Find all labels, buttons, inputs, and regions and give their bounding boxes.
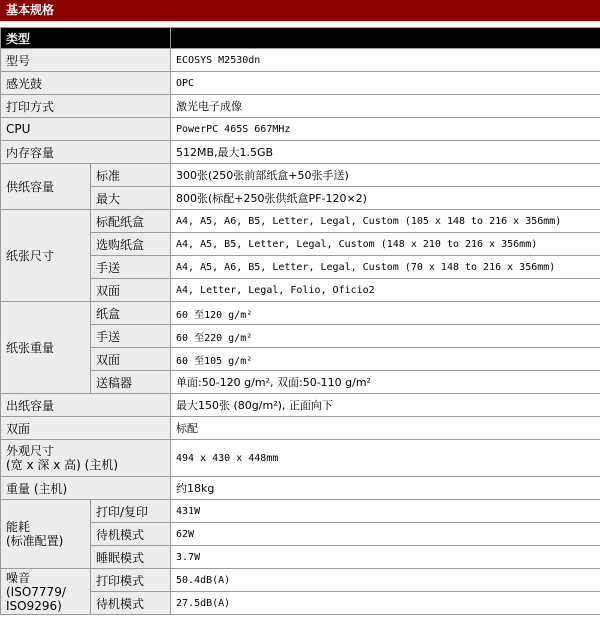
row-label	[1, 440, 171, 477]
table-row	[1, 210, 600, 233]
table-row	[1, 440, 600, 477]
row-sub-label: 睡眠模式	[91, 546, 171, 569]
row-value: ECOSYS M2530dn	[171, 49, 600, 72]
table-row	[1, 141, 600, 164]
row-label: 内存容量	[1, 141, 171, 164]
table-row	[1, 118, 600, 141]
row-group-label: 供纸容量	[1, 164, 91, 210]
table-row	[1, 523, 600, 546]
row-group-label	[1, 569, 91, 615]
table-row	[1, 477, 600, 500]
row-value: 60 至220 g/m²	[171, 325, 600, 348]
row-label-line: 能耗	[6, 520, 31, 534]
table-row	[1, 371, 600, 394]
table-row	[1, 348, 600, 371]
row-value: 494 x 430 x 448mm	[171, 440, 600, 477]
row-label: 型号	[1, 49, 171, 72]
row-group-label: 纸张尺寸	[1, 210, 91, 302]
row-label-line: (ISO7779/	[6, 584, 66, 599]
row-value: A4, A5, B5, Letter, Legal, Custom (148 x 210 to 216 x 356mm)	[171, 233, 600, 256]
row-label: 重量 (主机)	[1, 477, 171, 500]
row-value: 激光电子成像	[171, 95, 600, 118]
row-sub-label: 标准	[91, 164, 171, 187]
row-label-line: (标准配置)	[6, 534, 64, 548]
row-sub-label: 打印/复印	[91, 500, 171, 523]
row-sub-label: 送稿器	[91, 371, 171, 394]
row-value: 3.7W	[171, 546, 600, 569]
table-row	[1, 302, 600, 325]
table-row	[1, 546, 600, 569]
row-sub-label: 双面	[91, 279, 171, 302]
row-label-line: 噪音	[6, 570, 31, 585]
table-row	[1, 164, 600, 187]
table-row	[1, 394, 600, 417]
row-value: A4, A5, A6, B5, Letter, Legal, Custom (70 x 148 to 216 x 356mm)	[171, 256, 600, 279]
row-value: 50.4dB(A)	[171, 569, 600, 592]
row-value: 431W	[171, 500, 600, 523]
row-value: PowerPC 465S 667MHz	[171, 118, 600, 141]
table-row	[1, 233, 600, 256]
row-value: 约18kg	[171, 477, 600, 500]
row-sub-label: 标配纸盒	[91, 210, 171, 233]
row-value: 300张(250张前部纸盒+50张手送)	[171, 164, 600, 187]
row-value: 标配	[171, 417, 600, 440]
table-row	[1, 500, 600, 523]
row-sub-label: 纸盒	[91, 302, 171, 325]
row-label: 打印方式	[1, 95, 171, 118]
header-label: 类型	[1, 28, 171, 49]
row-value: OPC	[171, 72, 600, 95]
row-sub-label: 双面	[91, 348, 171, 371]
row-sub-label: 选购纸盒	[91, 233, 171, 256]
row-label: 双面	[1, 417, 171, 440]
row-value: A4, Letter, Legal, Folio, Oficio2	[171, 279, 600, 302]
row-value: 27.5dB(A)	[171, 592, 600, 615]
row-sub-label: 打印模式	[91, 569, 171, 592]
row-sub-label: 手送	[91, 325, 171, 348]
table-header-row	[1, 28, 600, 49]
header-value	[171, 28, 600, 49]
row-sub-label: 待机模式	[91, 523, 171, 546]
table-row	[1, 592, 600, 615]
row-value: 62W	[171, 523, 600, 546]
row-value: 60 至120 g/m²	[171, 302, 600, 325]
section-title: 基本规格	[6, 3, 55, 17]
row-label-line: 外观尺寸	[6, 444, 55, 458]
row-label-line: (宽 x 深 x 高) (主机)	[6, 458, 119, 472]
table-row	[1, 279, 600, 302]
row-sub-label: 最大	[91, 187, 171, 210]
row-value: 512MB,最大1.5GB	[171, 141, 600, 164]
row-label-line: ISO9296)	[6, 598, 62, 613]
spec-table	[0, 27, 600, 615]
table-row	[1, 256, 600, 279]
table-row	[1, 95, 600, 118]
row-group-label	[1, 500, 91, 569]
row-value: 60 至105 g/m²	[171, 348, 600, 371]
table-row	[1, 569, 600, 592]
table-row	[1, 187, 600, 210]
table-row	[1, 72, 600, 95]
section-title-bar	[0, 0, 600, 21]
row-value: 最大150张 (80g/m²), 正面向下	[171, 394, 600, 417]
row-value: 单面:50-120 g/m², 双面:50-110 g/m²	[171, 371, 600, 394]
row-label: 感光鼓	[1, 72, 171, 95]
row-label: CPU	[1, 118, 171, 141]
row-sub-label: 待机模式	[91, 592, 171, 615]
row-group-label: 纸张重量	[1, 302, 91, 394]
row-sub-label: 手送	[91, 256, 171, 279]
row-value: 800张(标配+250张供纸盒PF-120×2)	[171, 187, 600, 210]
table-row	[1, 325, 600, 348]
table-row	[1, 417, 600, 440]
table-row	[1, 49, 600, 72]
row-label: 出纸容量	[1, 394, 171, 417]
row-value: A4, A5, A6, B5, Letter, Legal, Custom (105 x 148 to 216 x 356mm)	[171, 210, 600, 233]
